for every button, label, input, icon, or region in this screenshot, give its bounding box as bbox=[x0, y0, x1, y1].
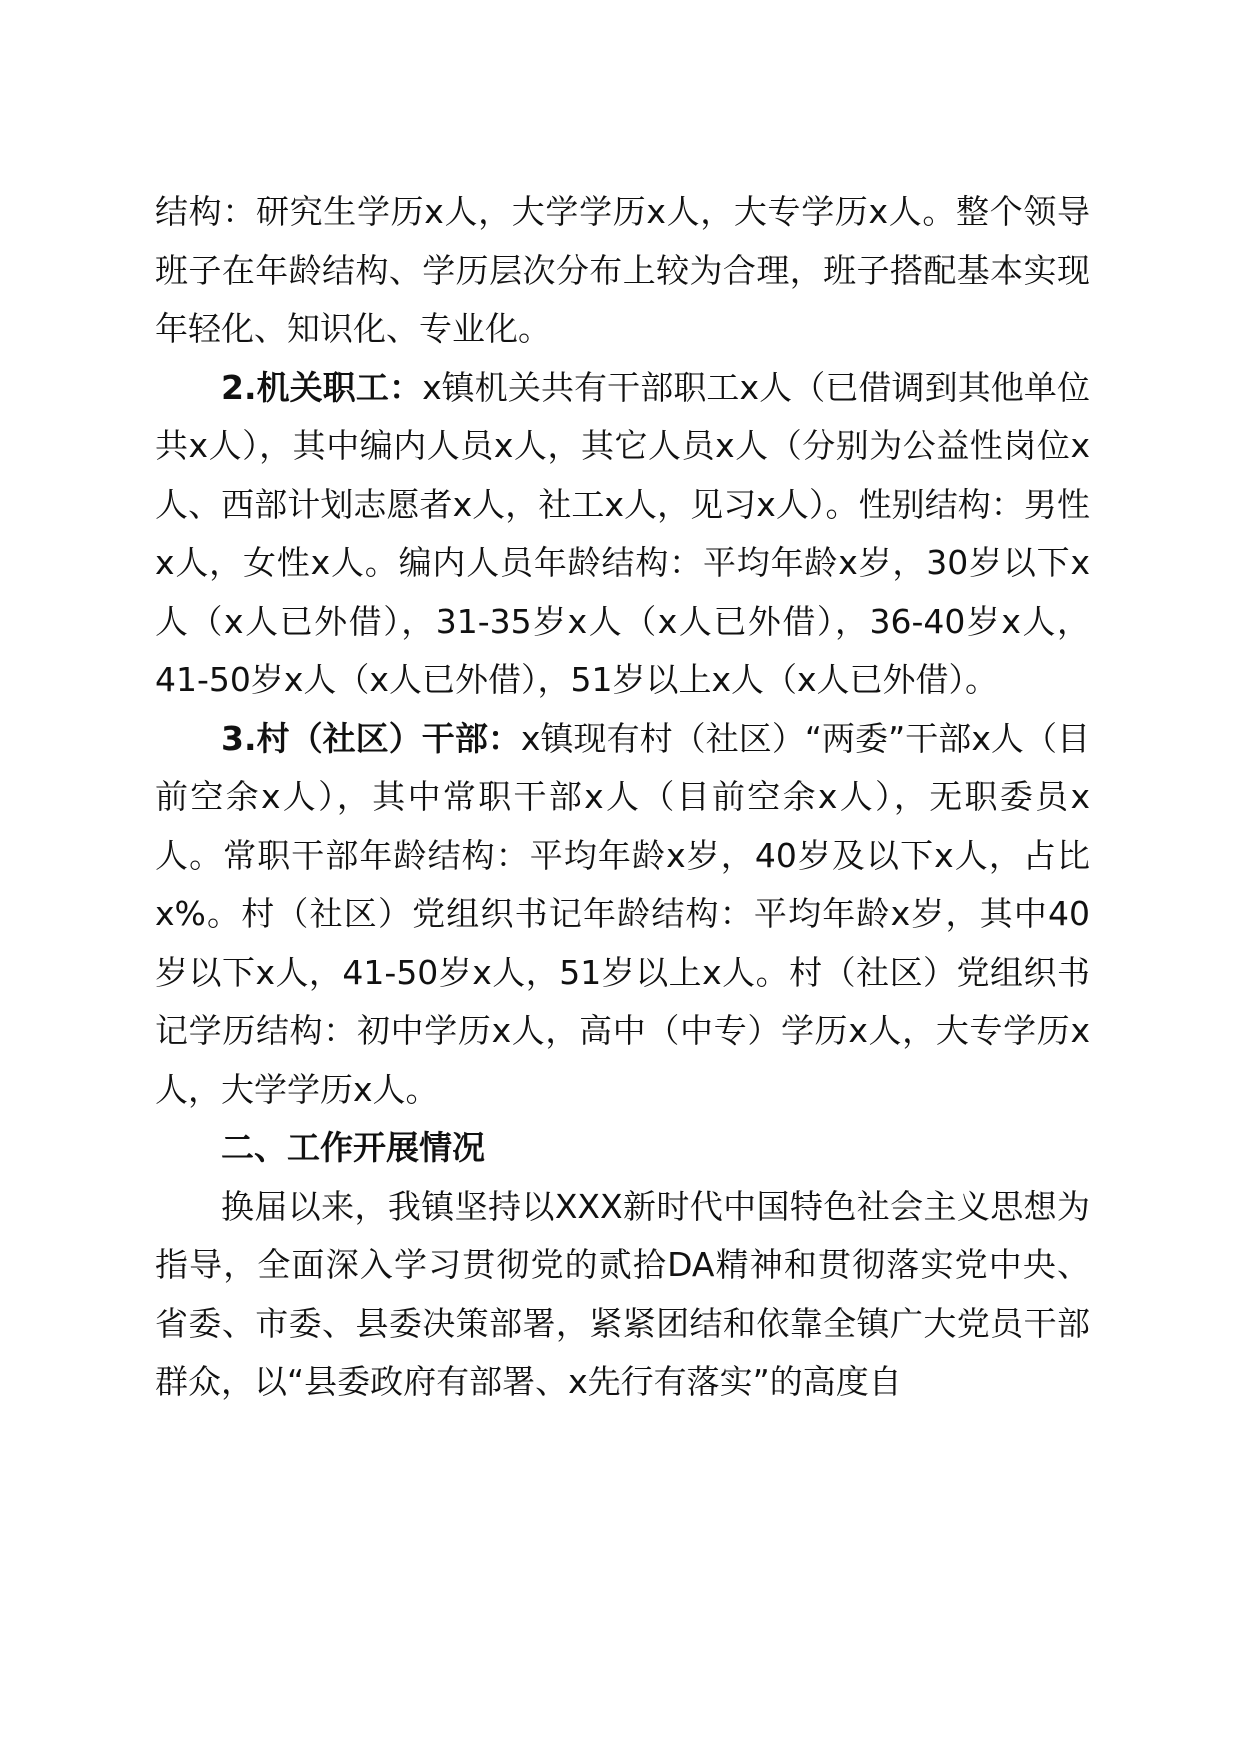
paragraph-continuation: 结构：研究生学历x人，大学学历x人，大专学历x人。整个领导班子在年龄结构、学历层次分布上较为合理，班子搭配基本实现年轻化、知识化、专业化。 bbox=[155, 192, 1090, 348]
paragraph-lead-office-staff: 2.机关职工： bbox=[221, 367, 423, 407]
paragraph-office-staff bbox=[155, 359, 1090, 710]
document-body bbox=[155, 183, 1090, 1412]
paragraph-work-progress: 换届以来，我镇坚持以XXX新时代中国特色社会主义思想为指导，全面深入学习贯彻党的贰拾DA精神和贯彻落实党中央、省委、市委、县委决策部署，紧紧团结和依靠全镇广大党员干部群众，以“县委政府有部署、x先行有落实”的高度自 bbox=[155, 1186, 1090, 1401]
paragraph-village-cadres bbox=[155, 710, 1090, 1120]
paragraph-lead-village-cadres: 3.村（社区）干部： bbox=[221, 718, 521, 758]
paragraph-text-office-staff: x镇机关共有干部职工x人（已借调到其他单位共x人），其中编内人员x人，其它人员x人（分别为公益性岗位x人、西部计划志愿者x人，社工x人，见习x人）。性别结构：男性x人，女性x人。编内人员年龄结构：平均年龄x岁，30岁以下x人（x人已外借），31-35岁x人（x人已外借），36-40岁x人，41-50岁x人（x人已外借），51岁以上x人（x人已外借）。 bbox=[155, 367, 1090, 699]
paragraph-text-village-cadres: x镇现有村（社区）“两委”干部x人（目前空余x人），其中常职干部x人（目前空余x人），无职委员x人。常职干部年龄结构：平均年龄x岁，40岁及以下x人，占比x%。村（社区）党组织书记年龄结构：平均年龄x岁，其中40岁以下x人，41-50岁x人，51岁以上x人。村（社区）党组织书记学历结构：初中学历x人，高中（中专）学历x人，大专学历x人，大学学历x人。 bbox=[155, 718, 1090, 1109]
section-heading: 二、工作开展情况 bbox=[221, 1128, 485, 1167]
